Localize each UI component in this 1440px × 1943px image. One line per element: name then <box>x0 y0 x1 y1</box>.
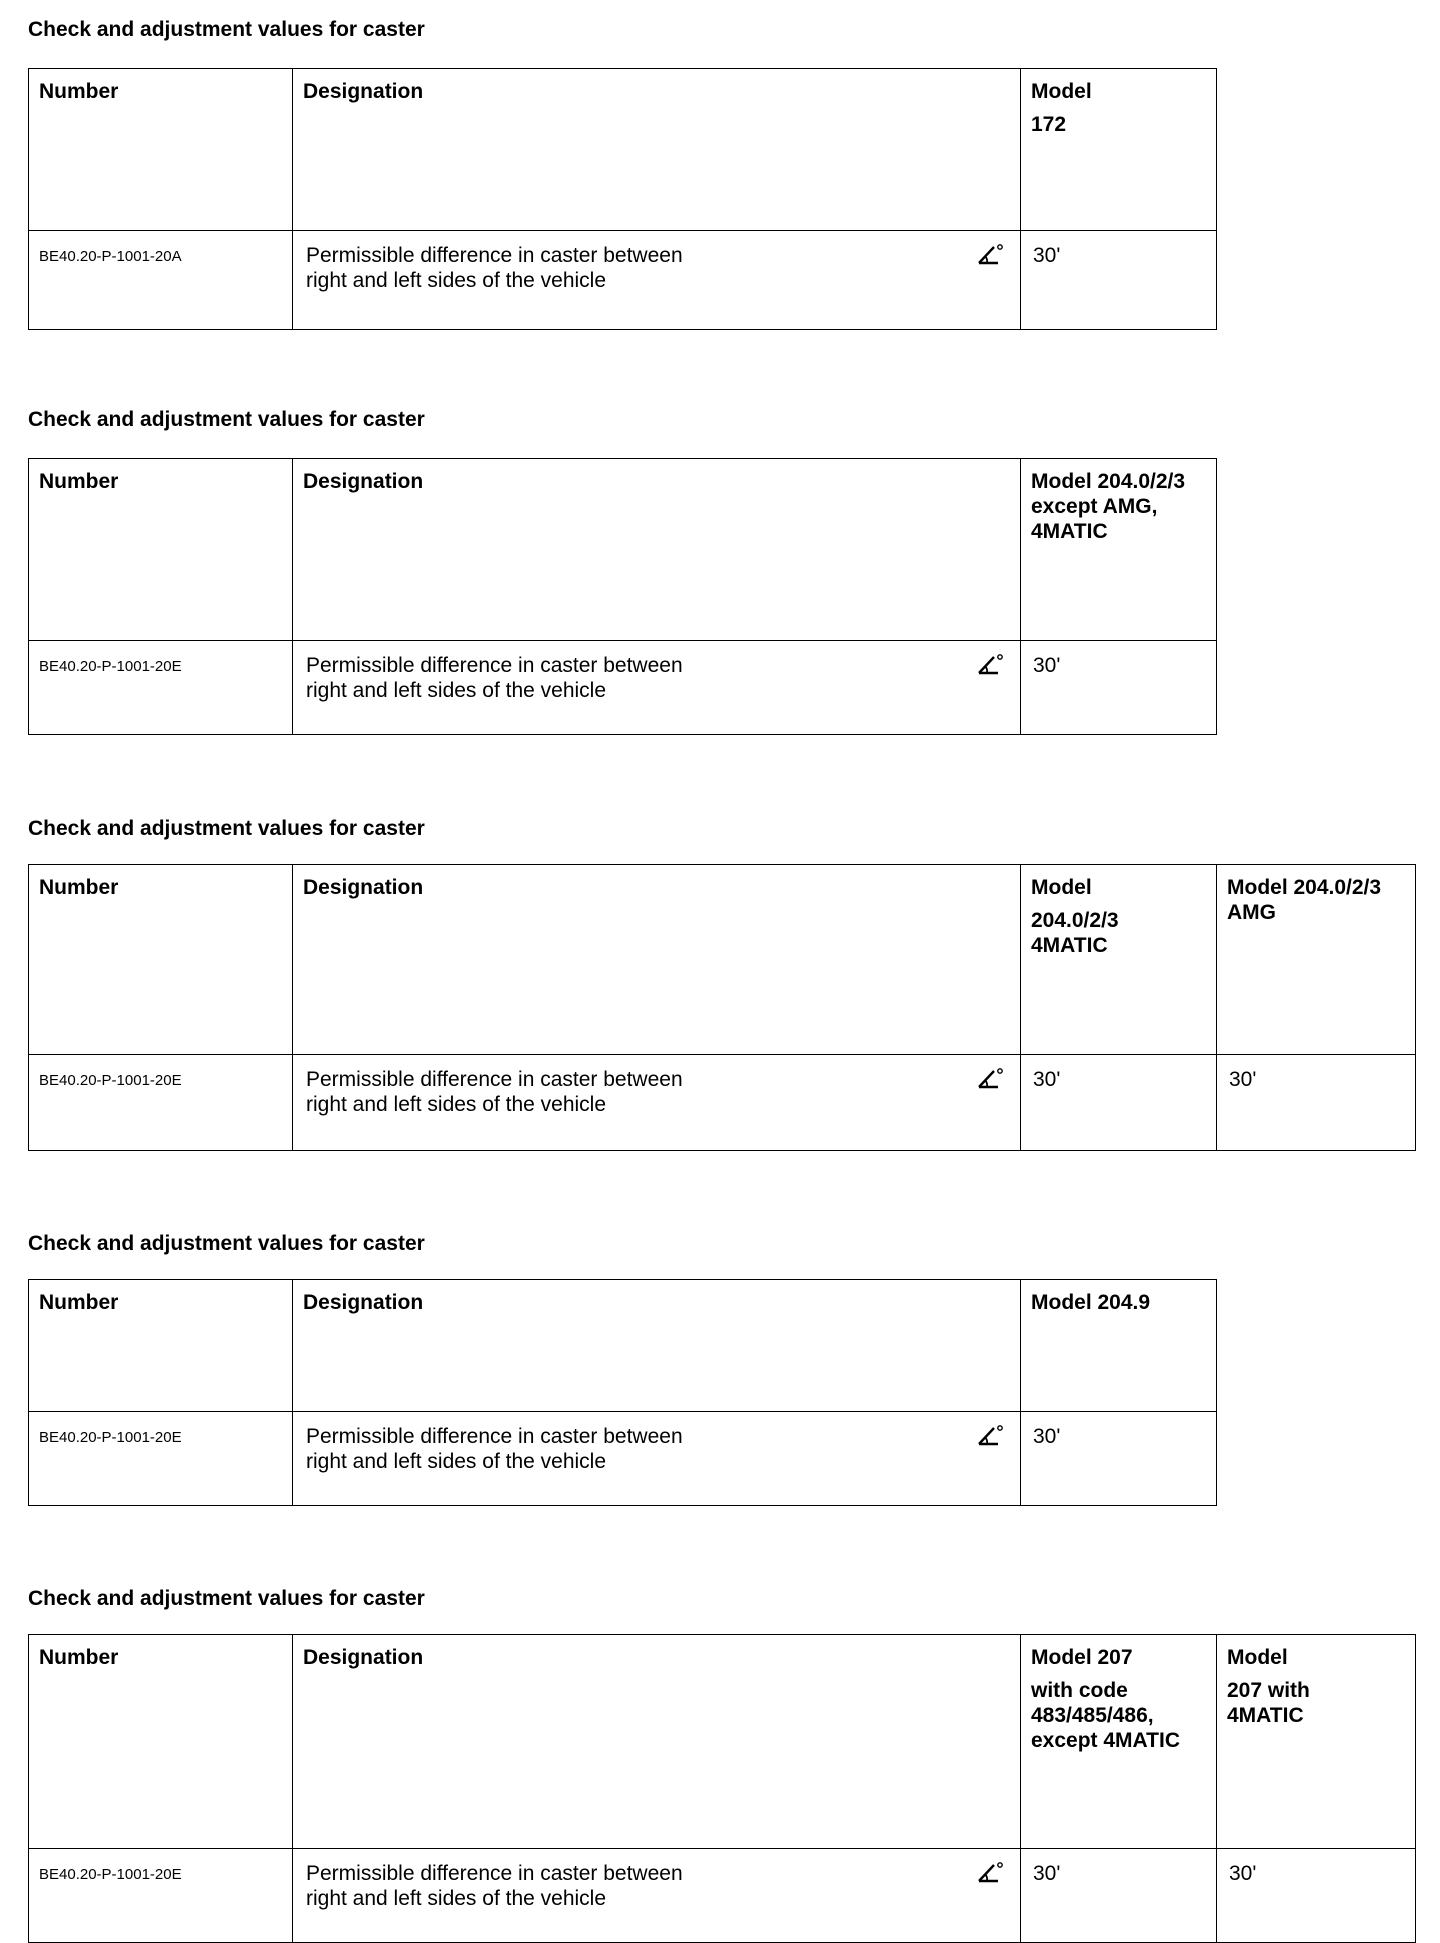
caster-section-5 <box>28 1587 1310 1910</box>
header-designation: Designation <box>303 1646 424 1669</box>
caster-table-2 <box>28 458 1217 735</box>
section-title: Check and adjustment values for caster <box>28 18 425 41</box>
header-number: Number <box>39 1291 119 1314</box>
caster-table-5 <box>28 1634 1416 1943</box>
table-row <box>29 641 1217 735</box>
header-row <box>29 459 1217 641</box>
caster-section-3 <box>28 817 1382 1116</box>
row-designation: Permissible difference in caster between right and left sides of the vehicle <box>306 1068 683 1116</box>
section-title: Check and adjustment values for caster <box>28 1232 425 1255</box>
caster-section-4 <box>28 1232 1151 1473</box>
header-model-1 <box>1021 865 1216 958</box>
header-model-line2: 172 <box>1031 113 1067 136</box>
caster-section-1 <box>28 18 1092 292</box>
header-model-1 <box>1021 459 1216 544</box>
caster-angle-icon <box>976 651 1004 677</box>
row-designation: Permissible difference in caster between right and left sides of the vehicle <box>306 1425 683 1473</box>
row-value-2: 30' <box>1229 1862 1257 1885</box>
header-model-line1: Model 207 <box>1031 1646 1133 1669</box>
header-designation: Designation <box>303 470 424 493</box>
header-designation: Designation <box>303 1291 424 1314</box>
row-number: BE40.20-P-1001-20A <box>39 248 182 265</box>
header-number: Number <box>39 470 119 493</box>
row-value-1: 30' <box>1033 1862 1061 1885</box>
row-value-1: 30' <box>1033 244 1061 267</box>
header-model-1 <box>1021 1635 1216 1753</box>
header-model-line2: 207 with 4MATIC <box>1227 1679 1310 1727</box>
caster-angle-icon <box>976 1859 1004 1885</box>
header-model-line1: Model 204.0/2/3 except AMG, 4MATIC <box>1031 470 1186 543</box>
header-model-2 <box>1217 865 1415 925</box>
header-designation: Designation <box>303 80 424 103</box>
row-number: BE40.20-P-1001-20E <box>39 1072 182 1089</box>
header-model-line1: Model <box>1227 1646 1288 1669</box>
row-value-1: 30' <box>1033 654 1061 677</box>
caster-section-2 <box>28 408 1186 702</box>
row-designation: Permissible difference in caster between right and left sides of the vehicle <box>306 244 683 292</box>
header-model-line2: 204.0/2/3 4MATIC <box>1031 909 1119 957</box>
caster-angle-icon <box>976 1422 1004 1448</box>
header-row <box>29 865 1416 1055</box>
caster-table-4 <box>28 1279 1217 1506</box>
row-number: BE40.20-P-1001-20E <box>39 1429 182 1446</box>
header-model-line1: Model <box>1031 876 1092 899</box>
row-value-1: 30' <box>1033 1425 1061 1448</box>
row-number: BE40.20-P-1001-20E <box>39 658 182 675</box>
table-row <box>29 1055 1416 1151</box>
caster-angle-icon <box>976 1065 1004 1091</box>
header-model-1 <box>1021 69 1216 137</box>
header-number: Number <box>39 1646 119 1669</box>
row-designation: Permissible difference in caster between right and left sides of the vehicle <box>306 654 683 702</box>
header-number: Number <box>39 876 119 899</box>
caster-angle-icon <box>976 241 1004 267</box>
header-designation: Designation <box>303 876 424 899</box>
section-title: Check and adjustment values for caster <box>28 817 425 840</box>
table-row <box>29 231 1217 330</box>
header-model-line1: Model 204.9 <box>1031 1291 1151 1314</box>
table-row <box>29 1412 1217 1506</box>
header-model-1 <box>1021 1280 1216 1315</box>
header-row <box>29 1280 1217 1412</box>
header-model-line2: with code 483/485/486, except 4MATIC <box>1031 1679 1180 1752</box>
header-model-line1: Model 204.0/2/3 AMG <box>1227 876 1382 924</box>
header-row <box>29 1635 1416 1849</box>
header-model-line1: Model <box>1031 80 1092 103</box>
caster-table-1 <box>28 68 1217 330</box>
table-row <box>29 1849 1416 1943</box>
header-row <box>29 69 1217 231</box>
header-number: Number <box>39 80 119 103</box>
row-number: BE40.20-P-1001-20E <box>39 1866 182 1883</box>
section-title: Check and adjustment values for caster <box>28 1587 425 1610</box>
row-value-2: 30' <box>1229 1068 1257 1091</box>
section-title: Check and adjustment values for caster <box>28 408 425 431</box>
row-designation: Permissible difference in caster between right and left sides of the vehicle <box>306 1862 683 1910</box>
header-model-2 <box>1217 1635 1415 1728</box>
caster-table-3 <box>28 864 1416 1151</box>
row-value-1: 30' <box>1033 1068 1061 1091</box>
